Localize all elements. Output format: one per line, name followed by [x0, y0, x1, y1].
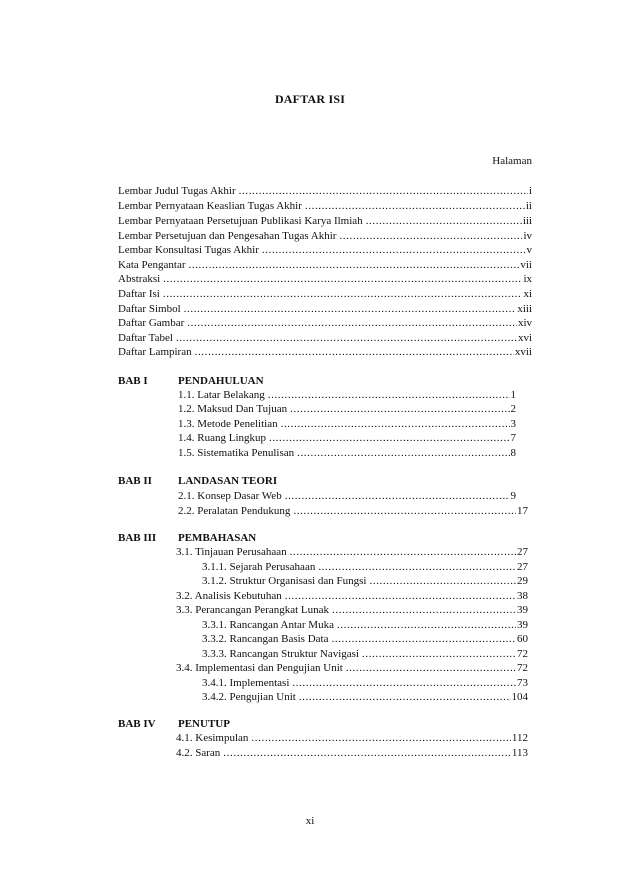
chapter-name: LANDASAN TEORI: [178, 475, 278, 487]
toc-entry-page: 72: [517, 648, 528, 660]
toc-entry-label: 3.4. Implementasi dan Pengujian Unit: [176, 662, 343, 674]
toc-entry-label: 4.2. Saran: [176, 747, 221, 759]
dot-leader: [332, 603, 516, 617]
dot-leader: [290, 545, 516, 559]
toc-entry-page: 112: [511, 732, 528, 744]
dot-leader: [299, 690, 511, 704]
dot-leader: [318, 560, 516, 574]
toc-entry-page: xiii: [517, 303, 532, 315]
toc-entry-page: 8: [510, 447, 516, 459]
dot-leader: [163, 272, 522, 286]
toc-entry-page: 73: [517, 677, 528, 689]
toc-entry[interactable]: [118, 302, 532, 316]
toc-entry-page: 9: [510, 490, 516, 502]
dot-leader: [370, 574, 517, 588]
toc-entry-label: 1.5. Sistematika Penulisan: [178, 447, 295, 459]
toc-entry-page: 39: [517, 619, 528, 631]
toc-entry[interactable]: [118, 316, 532, 330]
toc-entry-page: ix: [523, 273, 532, 285]
chapter-heading: [118, 474, 318, 488]
dot-leader: [268, 388, 510, 402]
toc-entry-page: 29: [517, 575, 528, 587]
toc-entry-label: 1.4. Ruang Lingkup: [178, 432, 266, 444]
toc-entry[interactable]: [202, 647, 528, 661]
dot-leader: [285, 589, 516, 603]
toc-entry-label: Lembar Persetujuan dan Pengesahan Tugas Akhir: [118, 230, 337, 242]
dot-leader: [292, 676, 516, 690]
halaman-label: Halaman: [492, 155, 532, 167]
dot-leader: [187, 316, 517, 330]
dot-leader: [305, 199, 525, 213]
toc-entry[interactable]: [202, 690, 528, 704]
toc-entry-page: 60: [517, 633, 528, 645]
toc-entry-label: Daftar Tabel: [118, 332, 173, 344]
toc-entry[interactable]: [178, 402, 516, 416]
dot-leader: [223, 746, 511, 760]
toc-entry-page: 27: [517, 561, 528, 573]
toc-entry[interactable]: [118, 184, 532, 198]
toc-entry-label: Abstraksi: [118, 273, 161, 285]
toc-entry-label: Daftar Gambar: [118, 317, 185, 329]
toc-entry-page: xvii: [514, 346, 532, 358]
toc-entry[interactable]: [118, 258, 532, 272]
dot-leader: [184, 302, 517, 316]
toc-entry-label: 3.4.2. Pengujian Unit: [202, 691, 296, 703]
chapter-number: BAB IV: [118, 718, 156, 730]
toc-entry-page: 27: [517, 546, 528, 558]
page-title: DAFTAR ISI: [274, 92, 346, 106]
toc-entry-label: 3.2. Analisis Kebutuhan: [176, 590, 282, 602]
toc-entry-page: 7: [510, 432, 516, 444]
toc-entry-label: Lembar Konsultasi Tugas Akhir: [118, 244, 259, 256]
toc-entry[interactable]: [202, 632, 528, 646]
dot-leader: [269, 431, 510, 445]
toc-entry[interactable]: [202, 618, 528, 632]
toc-entry-page: 104: [511, 691, 528, 703]
toc-entry-label: Lembar Pernyataan Keaslian Tugas Akhir: [118, 200, 302, 212]
toc-entry-page: iii: [522, 215, 532, 227]
toc-entry-label: Daftar Isi: [118, 288, 160, 300]
toc-entry[interactable]: [178, 388, 516, 402]
toc-entry-label: Daftar Lampiran: [118, 346, 192, 358]
toc-entry[interactable]: [176, 731, 528, 745]
toc-entry-page: 3: [510, 418, 516, 430]
toc-entry[interactable]: [118, 345, 532, 359]
toc-entry[interactable]: [202, 560, 528, 574]
toc-entry-label: 3.3.1. Rancangan Antar Muka: [202, 619, 334, 631]
dot-leader: [176, 331, 517, 345]
toc-entry[interactable]: [118, 272, 532, 286]
toc-entry-label: 3.3.3. Rancangan Struktur Navigasi: [202, 648, 360, 660]
chapter-name: PENUTUP: [178, 718, 230, 730]
toc-entry-label: 1.1. Latar Belakang: [178, 389, 265, 401]
toc-entry[interactable]: [176, 589, 528, 603]
chapter-number: BAB I: [118, 375, 148, 387]
toc-entry-page: ii: [525, 200, 532, 212]
toc-entry[interactable]: [176, 746, 528, 760]
toc-entry-label: Lembar Judul Tugas Akhir: [118, 185, 236, 197]
toc-entry-label: 2.2. Peralatan Pendukung: [178, 505, 291, 517]
toc-entry[interactable]: [118, 287, 532, 301]
chapter-number: BAB II: [118, 475, 152, 487]
toc-entry[interactable]: [178, 431, 516, 445]
chapter-number: BAB III: [118, 532, 157, 544]
dot-leader: [337, 618, 516, 632]
dot-leader: [290, 402, 509, 416]
toc-entry[interactable]: [118, 331, 532, 345]
toc-entry-page: xiv: [517, 317, 532, 329]
toc-entry-label: 3.3.2. Rancangan Basis Data: [202, 633, 329, 645]
toc-entry-label: Daftar Simbol: [118, 303, 181, 315]
chapter-heading: [118, 717, 318, 731]
toc-entry-label: 1.2. Maksud Dan Tujuan: [178, 403, 288, 415]
dot-leader: [195, 345, 514, 359]
toc-entry-page: i: [528, 185, 532, 197]
toc-entry[interactable]: [202, 676, 528, 690]
toc-entry-page: iv: [523, 230, 532, 242]
toc-entry-page: xvi: [517, 332, 532, 344]
toc-entry-page: xi: [523, 288, 532, 300]
chapter-heading: [118, 531, 318, 545]
chapter-name: PEMBAHASAN: [178, 532, 257, 544]
page-number: xi: [305, 815, 315, 827]
toc-entry-label: 3.1.1. Sejarah Perusahaan: [202, 561, 316, 573]
dot-leader: [297, 446, 509, 460]
toc-entry[interactable]: [176, 545, 528, 559]
dot-leader: [189, 258, 520, 272]
toc-entry-page: 39: [517, 604, 528, 616]
toc-entry[interactable]: [178, 489, 516, 503]
toc-entry[interactable]: [202, 574, 528, 588]
dot-leader: [239, 184, 528, 198]
chapter-heading: [118, 374, 318, 388]
toc-entry-label: 3.1.2. Struktur Organisasi dan Fungsi: [202, 575, 367, 587]
toc-entry-label: Kata Pengantar: [118, 259, 186, 271]
toc-entry[interactable]: [118, 214, 532, 228]
dot-leader: [262, 243, 526, 257]
toc-entry[interactable]: [176, 661, 528, 675]
toc-entry-label: 4.1. Kesimpulan: [176, 732, 249, 744]
toc-entry-page: 113: [511, 747, 528, 759]
dot-leader: [251, 731, 510, 745]
toc-entry[interactable]: [118, 229, 532, 243]
toc-entry-label: 3.1. Tinjauan Perusahaan: [176, 546, 287, 558]
toc-entry[interactable]: [178, 446, 516, 460]
dot-leader: [346, 661, 516, 675]
dot-leader: [366, 214, 522, 228]
dot-leader: [331, 632, 516, 646]
toc-entry[interactable]: [178, 504, 528, 518]
toc-entry-label: 2.1. Konsep Dasar Web: [178, 490, 282, 502]
toc-entry-page: 72: [517, 662, 528, 674]
toc-entry[interactable]: [178, 417, 516, 431]
chapter-name: PENDAHULUAN: [178, 375, 264, 387]
toc-entry[interactable]: [118, 243, 532, 257]
toc-entry-page: 17: [517, 505, 528, 517]
dot-leader: [339, 229, 522, 243]
toc-entry-label: Lembar Pernyataan Persetujuan Publikasi Karya Ilmiah: [118, 215, 363, 227]
dot-leader: [362, 647, 516, 661]
toc-entry-label: 3.4.1. Implementasi: [202, 677, 290, 689]
toc-entry[interactable]: [118, 199, 532, 213]
dot-leader: [285, 489, 510, 503]
toc-entry[interactable]: [176, 603, 528, 617]
toc-entry-page: 38: [517, 590, 528, 602]
toc-entry-page: vii: [520, 259, 532, 271]
dot-leader: [293, 504, 516, 518]
toc-entry-label: 1.3. Metode Penelitian: [178, 418, 278, 430]
toc-entry-page: 1: [510, 389, 516, 401]
dot-leader: [281, 417, 510, 431]
toc-entry-page: 2: [510, 403, 516, 415]
toc-entry-label: 3.3. Perancangan Perangkat Lunak: [176, 604, 330, 616]
dot-leader: [163, 287, 523, 301]
toc-entry-page: v: [526, 244, 532, 256]
